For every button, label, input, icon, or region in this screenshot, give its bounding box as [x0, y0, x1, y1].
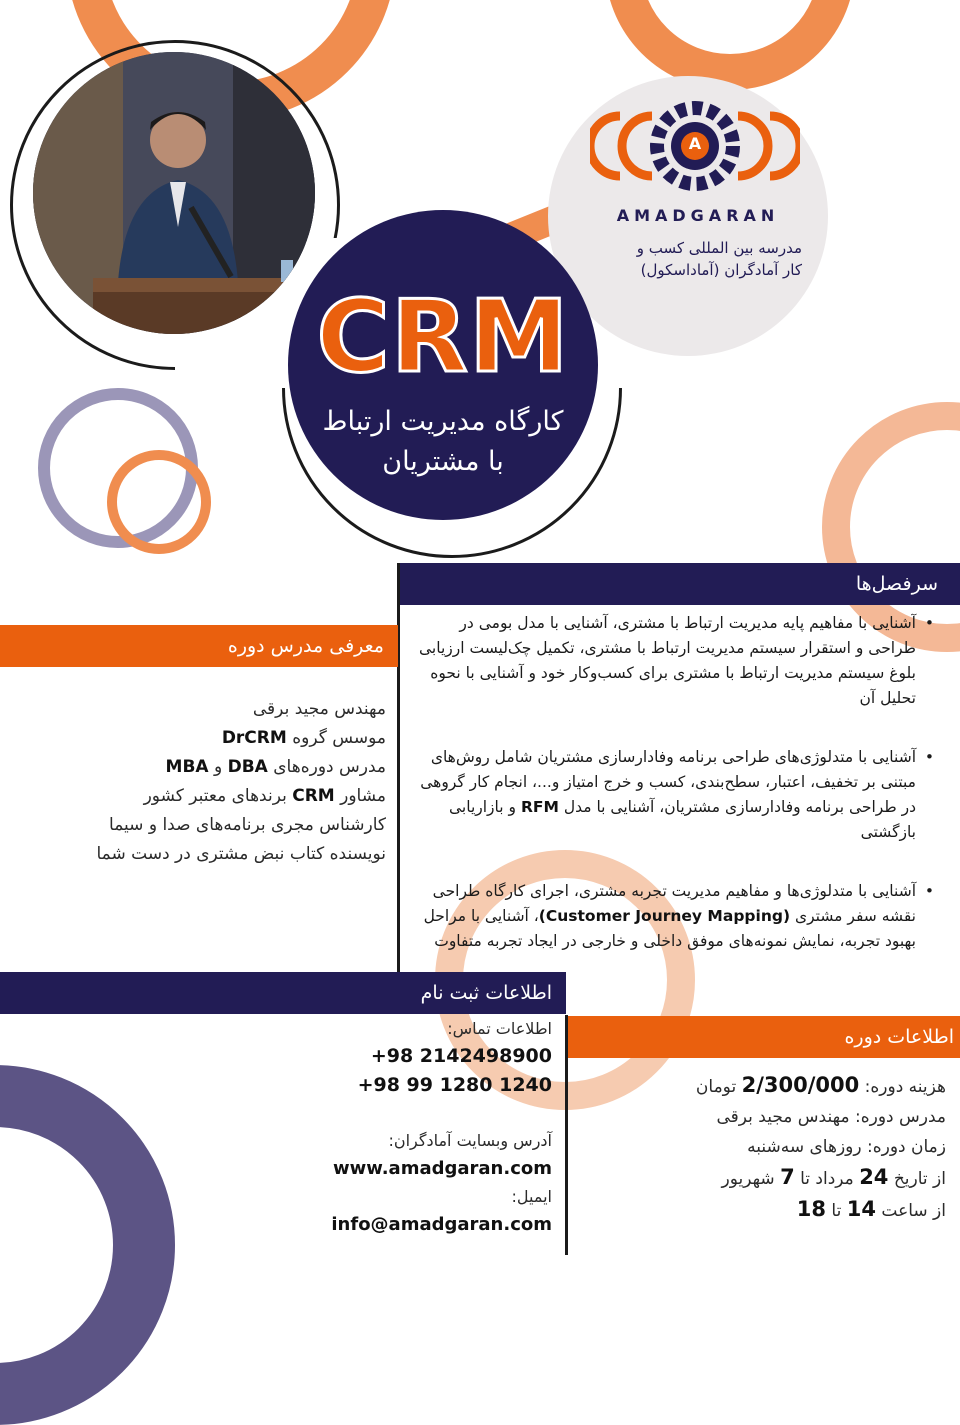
brand-tagline	[570, 237, 802, 281]
website-label: آدرس وبسایت آمادگران:	[388, 1131, 552, 1150]
website-link[interactable]: www.amadgaran.com	[332, 1158, 552, 1179]
instructor-header	[0, 625, 398, 667]
email-label: ایمیل:	[511, 1187, 552, 1206]
registration-info	[250, 1016, 552, 1240]
instructor-line: موسس گروه DrCRM	[221, 728, 386, 748]
decor-ring-bottom-left	[0, 1065, 175, 1425]
topic-item: • آشنایی با متدلوژی‌های طراحی برنامه وفادارسازی مشتریان شامل روش‌های مبتنی بر تخفیف، اعتبار، سطح‌بندی، کسب و خرج امتیاز و...، انجام کار گروهی در طراحی برنامه وفادارسازی مشتریان، آشنایی با مدل RFM و بازاریابی بازگشتی	[410, 745, 934, 845]
registration-header	[0, 972, 566, 1014]
logo-letter: A	[688, 134, 702, 153]
speaker-photo-icon	[33, 52, 315, 334]
course-teacher: مدرس دوره: مهندس مجید برقی	[716, 1107, 946, 1127]
amadgaran-logo	[590, 92, 800, 202]
instructor-line: مهندس مجید برقی	[252, 699, 386, 719]
hero-subtitle-line1: کارگاه مدیریت ارتباط	[322, 406, 564, 437]
decor-ring-top-right	[605, 0, 855, 90]
decor-ring-peach-small	[107, 450, 211, 554]
speaker-photo	[33, 52, 315, 334]
topic-item: • آشنایی با متدلوژی‌ها و مفاهیم مدیریت تجربه مشتری، اجرای کارگاه طراحی نقشه سفر مشتری (Customer Journey Mapping)، آشنایی با مراحل بهبود تجربه، نمایش نمونه‌های موفق داخلی و خارجی در ایجاد تجربه متفاوت	[410, 879, 934, 954]
registration-title: اطلاعات ثبت نام	[420, 982, 552, 1004]
course-fee: هزینه دوره: 2/300/000 تومان	[695, 1073, 946, 1097]
instructor-line: مدرس دوره‌های DBA و MBA	[165, 757, 386, 777]
instructor-title: معرفی مدرس دوره	[227, 635, 384, 657]
email-link[interactable]: info@amadgaran.com	[331, 1214, 552, 1235]
course-dates: از تاریخ 24 مرداد تا 7 شهریور	[721, 1165, 946, 1189]
contact-label: اطلاعات تماس:	[447, 1019, 552, 1038]
hero-subtitle-line2: با مشتریان	[382, 446, 504, 477]
course-time: زمان دوره: روزهای سه‌شنبه	[747, 1137, 946, 1157]
hero-title: CRM	[316, 278, 570, 395]
phone-number-2[interactable]: +98 99 1280 1240	[357, 1074, 552, 1096]
course-header	[568, 1016, 960, 1058]
brand-tagline-line2: کار آمادگران (آماداسکول)	[640, 261, 802, 279]
instructor-line: مشاور CRM برندهای معتبر کشور	[143, 786, 386, 806]
topics-header	[400, 563, 960, 605]
hero-subtitle	[288, 402, 598, 482]
topics-list	[410, 611, 934, 988]
topic-item: • آشنایی با مفاهیم پایه مدیریت ارتباط با مشتری، آشنایی با مدل بومی در طراحی و استقرار سیستم مدیریت ارتباط با مشتری، تکمیل چک‌لیست ارزیابی بلوغ سیستم مدیریت ارتباط با مشتری برای کسب‌وکار خود و آشنایی با نحوه تحلیل آن	[410, 611, 934, 711]
phone-number-1[interactable]: +98 2142498900	[370, 1045, 552, 1067]
topics-title: سرفصل‌ها	[855, 573, 938, 595]
brand-wordmark: AMADGARAN	[616, 206, 780, 225]
course-title: اطلاعات دوره	[844, 1026, 954, 1048]
instructor-line: کارشناس مجری برنامه‌های صدا و سیما	[109, 815, 386, 835]
course-info	[600, 1070, 946, 1226]
instructor-bio	[20, 695, 386, 869]
instructor-line: نویسنده کتاب نبض مشتری در دست شما	[96, 844, 386, 864]
brand-tagline-line1: مدرسه بین المللی کسب و	[636, 239, 802, 257]
course-hours: از ساعت 14 تا 18	[796, 1197, 946, 1221]
